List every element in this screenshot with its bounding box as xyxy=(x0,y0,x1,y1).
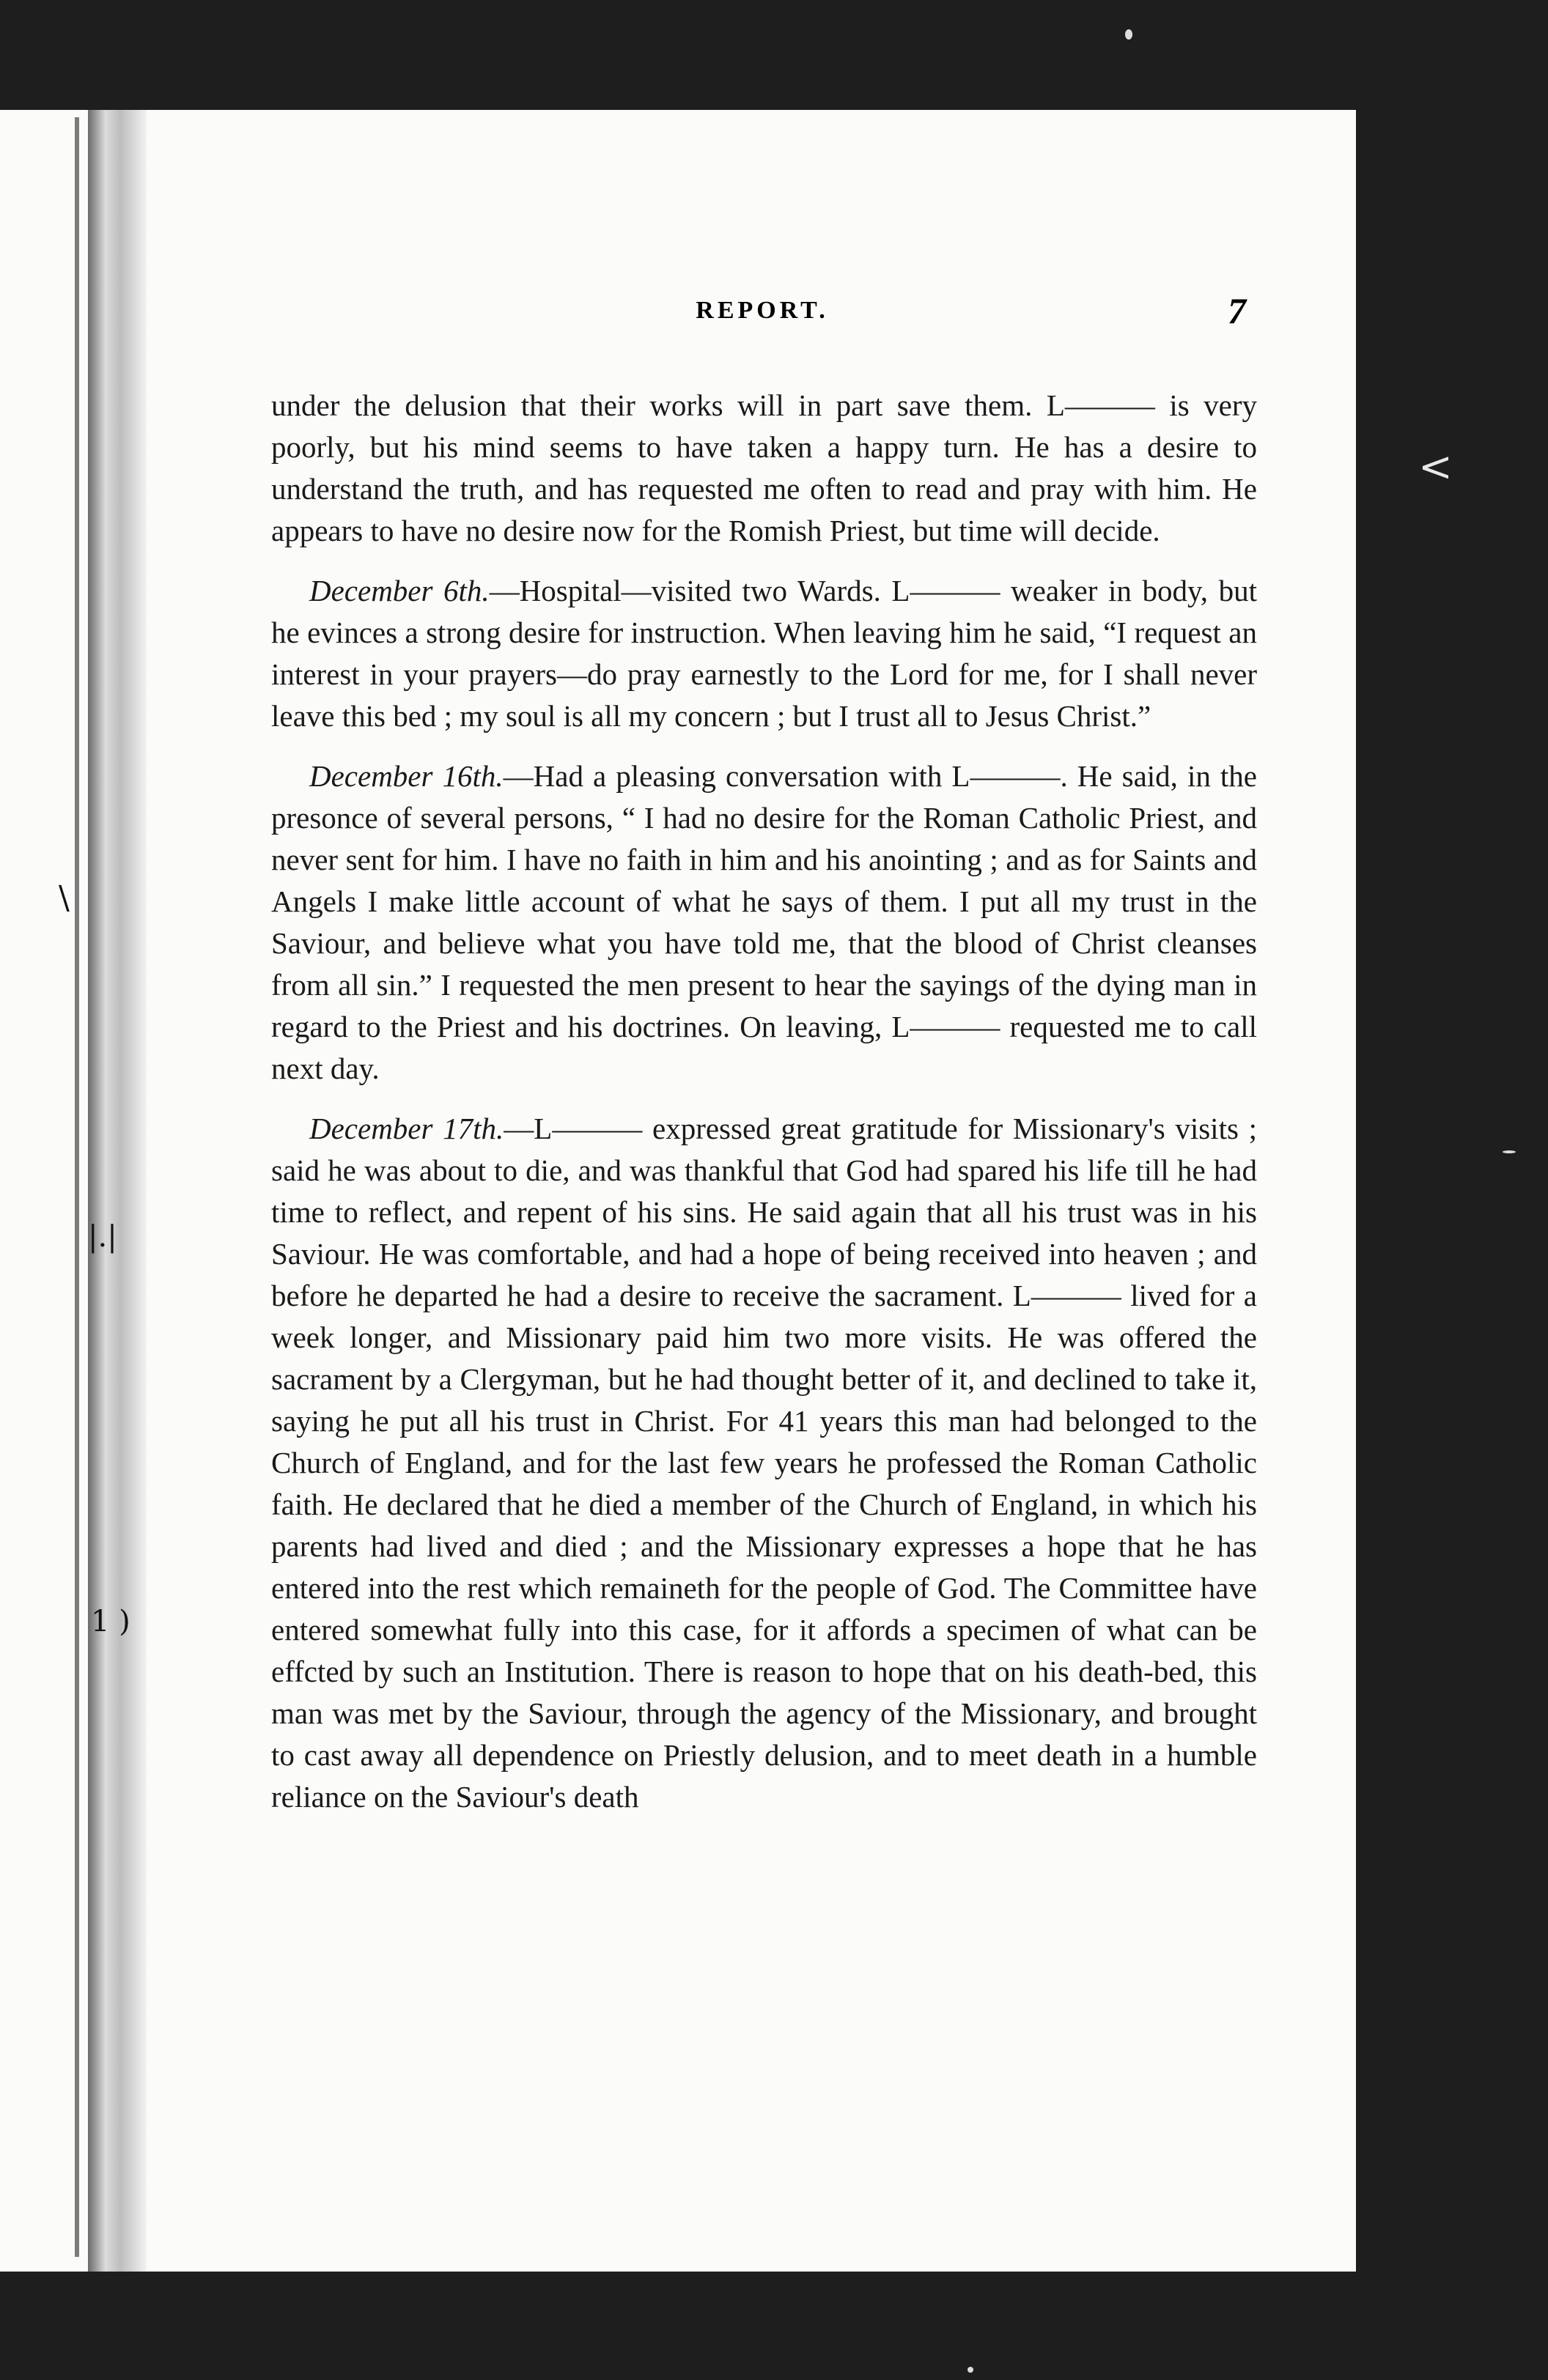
running-head xyxy=(271,290,1253,341)
dust-speck xyxy=(1503,1150,1516,1153)
page-gutter-edge xyxy=(75,117,79,2257)
page-number: 7 xyxy=(1228,290,1246,331)
paragraph-date: December 6th. xyxy=(309,574,490,607)
paragraph-text: —Hospital—visited two Wards. L——— weaker in body, but he evinces a strong desire for instruction. When leaving him he said, “I request an interest in your prayers—do pray earnestly to the Lord for me, for I shall never leave this bed ; my soul is all my concern ; but I trust all to Jesus Christ.” xyxy=(271,574,1257,733)
paragraph-1 xyxy=(271,385,1257,552)
paragraph-text: under the delusion that their works will in part save them. L——— is very poorly, but his mind seems to have taken a happy turn. He has a desire to understand the truth, and has requested me often to read and pray with him. He appears to have no desire now for the Romish Priest, but time will decide. xyxy=(271,388,1257,547)
margin-mark-upper: \ xyxy=(59,879,70,917)
margin-mark-right: < xyxy=(1418,443,1453,491)
body-text xyxy=(271,385,1257,1836)
page-gutter-shadow xyxy=(88,110,147,2272)
dust-speck xyxy=(968,2367,973,2373)
paragraph-3 xyxy=(271,755,1257,1090)
dust-speck xyxy=(1125,29,1132,40)
paragraph-date: December 17th. xyxy=(309,1112,504,1145)
page-title: REPORT. xyxy=(696,297,829,324)
paragraph-text: —L——— expressed great gratitude for Missionary's visits ; said he was about to die, and was thankful that God had spared his life till he had time to reflect, and repent of his sins. He said again that all his trust was in his Saviour. He was comfortable, and had a hope of being received into heaven ; and before he departed he had a desire to receive the sacrament. L——— lived for a week longer, and Missionary paid him two more visits. He was offered the sacrament by a Clergyman, but he had thought better of it, and declined to take it, saying he put all his trust in Christ. For 41 years this man had belonged to the Church of England, and for the last few years he professed the Roman Catholic faith. He declared that he died a member of the Church of England, in which his parents had lived and died ; and the Missionary expresses a hope that he has entered into the rest which remaineth for the people of God. The Committee have entered somewhat fully into this case, for it affords a specimen of what can be effcted by such an Institution. There is reason to hope that on his death-bed, this man was met by the Saviour, through the agency of the Missionary, and brought to cast away all dependence on Priestly delusion, and to meet death in a humble reliance on the Saviour's death xyxy=(271,1112,1257,1814)
paragraph-4 xyxy=(271,1108,1257,1818)
margin-mark-middle: |.| xyxy=(88,1220,117,1254)
paragraph-date: December 16th. xyxy=(309,759,504,793)
paragraph-text: —Had a pleasing conversation with L———. He said, in the presonce of several persons, “ I had no desire for the Roman Catholic Priest, and never sent for him. I have no faith in him and his anointing ; and as for Saints and Angels I make little account of what he says of them. I put all my trust in the Saviour, and believe what you have told me, that the blood of Christ cleanses from all sin.” I requested the men present to hear the sayings of the dying man in regard to the Priest and his doctrines. On leaving, L——— requested me to call next day. xyxy=(271,759,1257,1085)
margin-mark-lower: 1 ) xyxy=(91,1605,130,1638)
paragraph-2 xyxy=(271,570,1257,737)
